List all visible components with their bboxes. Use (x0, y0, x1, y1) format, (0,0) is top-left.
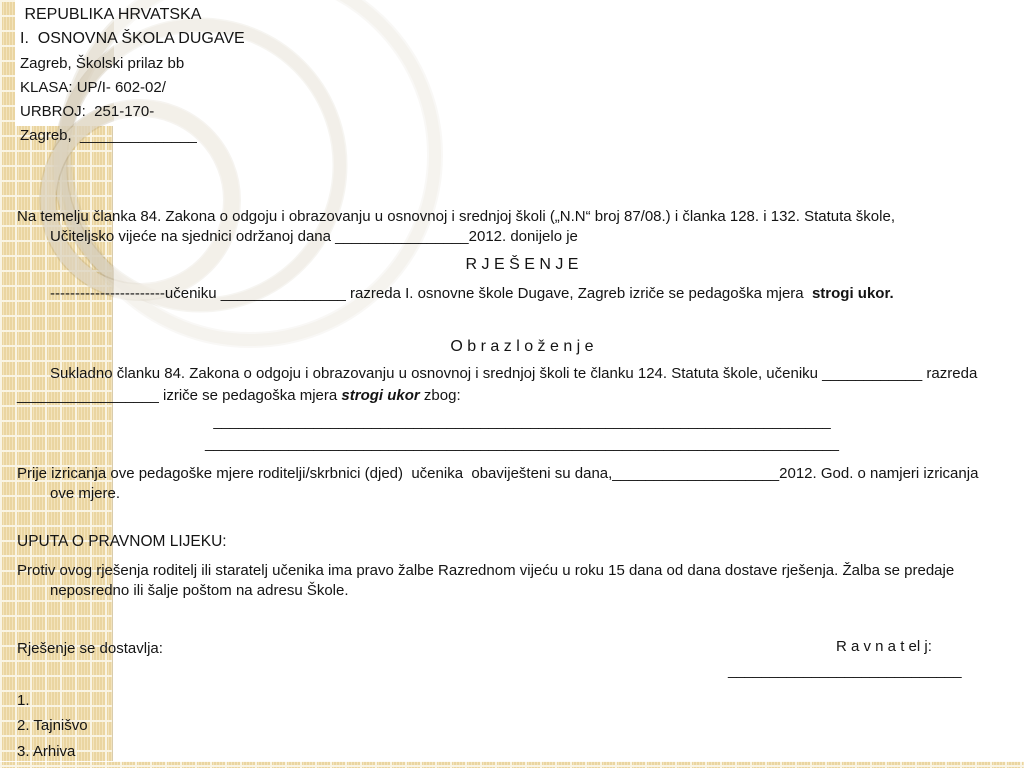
bottom-plaid-pattern (0, 761, 1024, 768)
paragraph-explanation-line2 (17, 386, 461, 405)
signature-title: R a v n a t el j: (836, 638, 932, 655)
header-line-klasa: KLASA: UP/I- 602-02/ (20, 79, 166, 96)
paragraph-notice-line1: Prije izricanja ove pedagoške mjere roditelji/skrbnici (djed) učenika obaviješteni su dana,____________________2012. God. o namjeri izricanja (17, 465, 979, 482)
paragraph-remedy-line2: neposredno ili šalje poštom na adresu Škole. (50, 582, 349, 599)
delivery-item-1: 1. (17, 692, 30, 709)
header-line-republika: REPUBLIKA HRVATSKA (20, 6, 202, 23)
heading-obrazlozenje: O b r a z l o ž e n j e (450, 338, 594, 355)
explanation-pre: _________________ izriče se pedagoška mjera (17, 387, 342, 404)
blank-fill-line-2: ____________________________________________________________________________ (204, 435, 839, 452)
header-line-urbroj: URBROJ: 251-170- (20, 103, 155, 120)
heading-uputa: UPUTA O PRAVNOM LIJEKU: (17, 533, 227, 550)
heading-rjesenje: R J E Š E N J E (465, 256, 579, 273)
delivery-label: Rješenje se dostavlja: (17, 640, 163, 657)
paragraph-intro-line2: Učiteljsko vijeće na sjednici održanoj dana ________________2012. donijelo je (50, 228, 578, 245)
paragraph-remedy-line1: Protiv ovog rješenja roditelj ili staratelj učenika ima pravo žalbe Razrednom vijeću u roku 15 dana od dana dostave rješenja. Žalba se predaje (17, 562, 955, 579)
header-line-adresa: Zagreb, Školski prilaz bb (20, 55, 185, 72)
decision-measure-bold: strogi ukor. (811, 285, 894, 302)
blank-fill-line-1: __________________________________________________________________________ (213, 413, 831, 430)
content-area-overlay (114, 0, 1024, 380)
delivery-item-3: 3. Arhiva (17, 743, 76, 760)
paragraph-notice-line2: ove mjere. (50, 485, 121, 502)
signature-line: ____________________________ (728, 662, 962, 679)
paragraph-intro-line1: Na temelju članka 84. Zakona o odgoju i obrazovanju u osnovnoj i srednjoj školi („N.N“ broj 87/08.) i članka 128. i 132. Statuta škole, (17, 208, 895, 225)
header-line-skola: I. OSNOVNA ŠKOLA DUGAVE (20, 30, 245, 47)
delivery-item-2: 2. Tajnišvo (17, 717, 88, 734)
header-line-datum: Zagreb, ______________ (20, 127, 197, 144)
paragraph-explanation-line1: Sukladno članku 84. Zakona o odgoju i obrazovanju u osnovnoj i srednjoj školi te članku 124. Statuta škole, učeniku ____________ razreda (50, 365, 978, 382)
decision-text: -----------------------učeniku _______________ razreda I. osnovne škole Dugave, Zagreb izriče se pedagoška mjera (50, 285, 812, 302)
explanation-post: zbog: (419, 387, 461, 404)
explanation-measure-bold-italic: strogi ukor (341, 387, 420, 404)
paragraph-decision (50, 284, 894, 303)
